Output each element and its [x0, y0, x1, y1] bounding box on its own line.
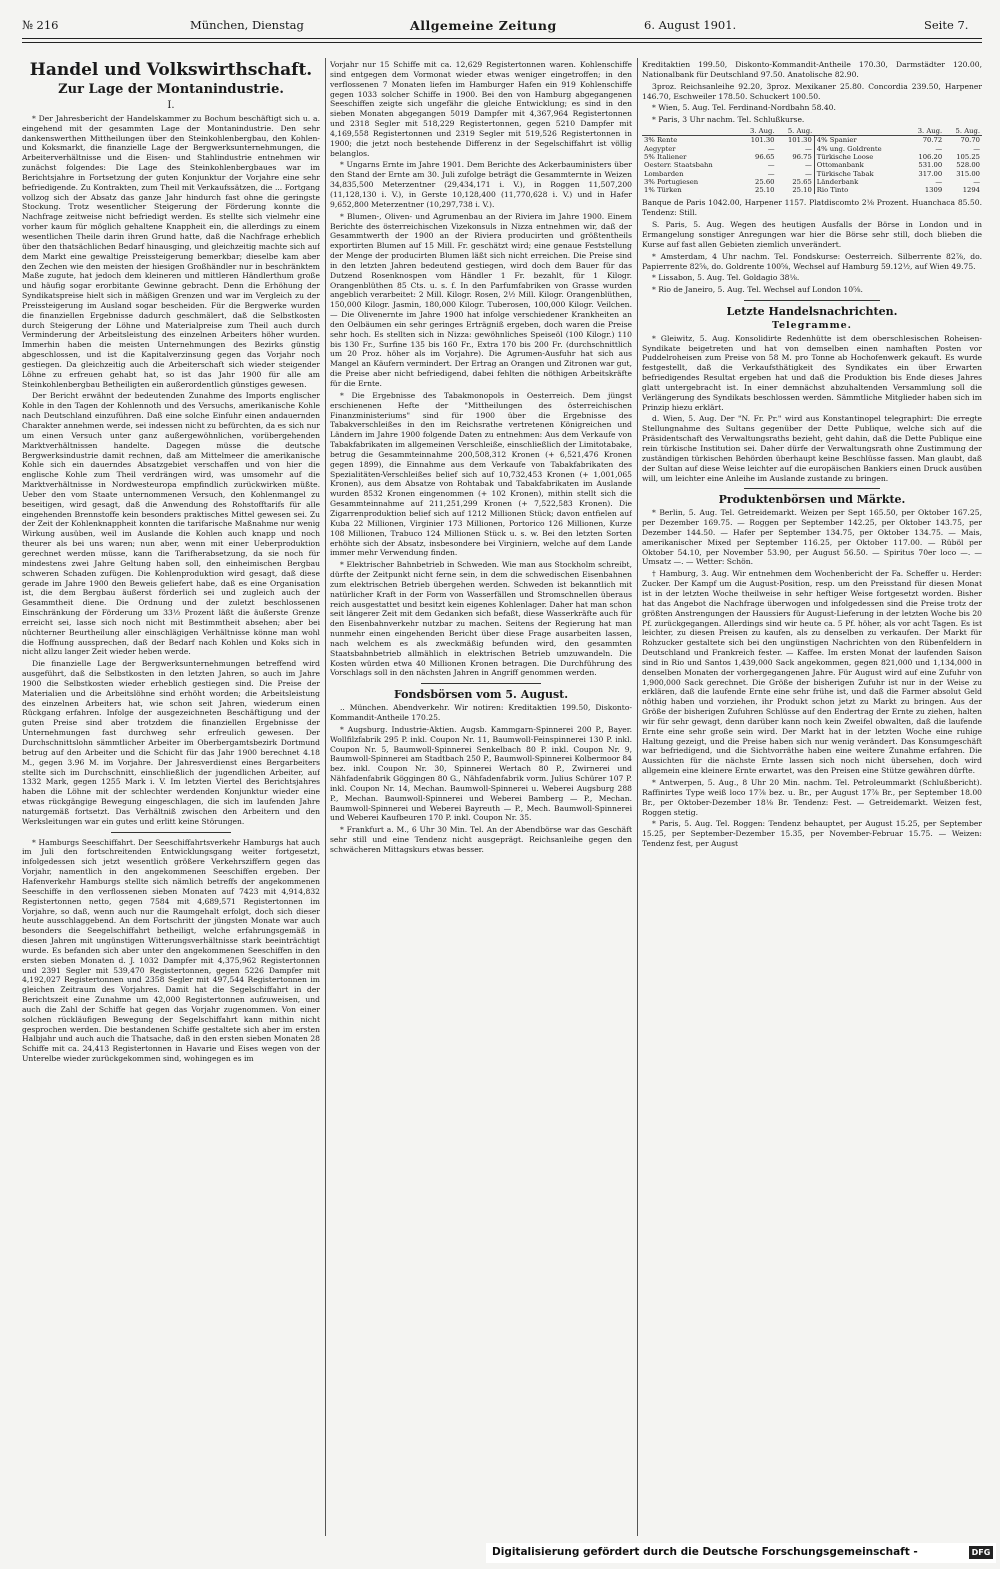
digitization-footer [486, 1543, 996, 1563]
quote-value: 96.75 [792, 152, 812, 161]
quote-value: — [973, 177, 980, 186]
quote-col-header: 3. Aug. [739, 127, 777, 136]
quote-value: 70.72 [922, 136, 943, 145]
article-title: Zur Lage der Montanindustrie. [58, 82, 284, 97]
article-paragraph: Die finanzielle Lage der Bergwerksunternehmungen betreffend wird ausgeführt, daß die Selbstkosten in den letzten Jahren, so auch im Jahre 1900 die Selbstkosten wieder erheblich gestiegen sind. Die Preise der Materialien und die Arbeitslöhne sind erhöht worden; die Arbeitsleistung des einzelnen Arbeiters hat, wie schon seit Jahren, wiederum einen Rückgang erfahren. Infolge der ausgezeichneten Beschäftigung und der guten Preise sind aber trotzdem die finanziellen Ergebnisse der Unternehmungen fast durchweg sehr erfreulich gewesen. Der Durchschnittslohn sämmtlicher Arbeiter im Oberbergamtsbezirk Dortmund betrug auf den Arbeiter und die Schicht für das Jahr 1900 berechnet 4.18 M., gegen 3.96 M. im Vorjahre. Der Jahresverdienst eines Bergarbeiters stellte sich im Durchschnitt, einschließlich der jugendlichen Arbeiter, auf 1332 Mark, gegen 1255 Mark i. V. Im letzten Viertel des Berichtsjahres haben die Löhne mit der schlechter werdenden Konjunktur wieder eine etwas rückgängige Bewegung eingeschlagen, die sich im laufenden Jahre naturgemäß fortsetzt. Das Verhältniß zwischen den Arbeitern und den Werksleitungen war ein gutes und erlitt keine Störungen. [22, 659, 320, 826]
quote-value: 101.30 [750, 136, 775, 145]
article-paragraph: * Gleiwitz, 5. Aug. Konsolidirte Redenhütte ist dem oberschlesischen Roheisen-Syndikate beigetreten und hat von demselben einen namhaften Posten vor Puddelroheisen zum Preise von 58 M. pro Tonne ab Hochofenwerk gekauft. Es wurde festgestellt, daß die Verkaufsthätigkeit des Syndikates ein über Erwarten befriedigendes Resultat ergeben hat und daß die Produktion bis Ende dieses Jahres glatt untergebracht ist. In einer demnächst abzuhaltenden Versammlung soll die Verlängerung des Syndikats beschlossen werden. Sämmtliche Mitglieder haben sich im Prinzip hiezu erklärt. [642, 333, 982, 412]
quote-row [642, 178, 982, 186]
quote-security: 1% Türken [644, 186, 682, 195]
article-part-number: I. [167, 100, 175, 111]
article-paragraph: * Berlin, 5. Aug. Tel. Getreidemarkt. Weizen per Sept 165.50, per Oktober 167.25, per Dezember 169.75. — Roggen per September 142.25, per Oktober 143.75, per Dezember 144.50. — Hafer per September 134.75, per Oktober 134.75. — Mais, amerikanischer Mixed per September 116.25, per Oktober 117.00. — Rüböl per Oktober 54.10, per November 53.90, per August 56.50. — Spiritus 70er loco —. — Umsatz —. — Wetter: Schön. [642, 508, 982, 567]
quote-row [642, 170, 982, 178]
column-3 [642, 60, 982, 1534]
subsection-heading: Telegramme. [772, 319, 852, 331]
article-paragraph: * Der Jahresbericht der Handelskammer zu Bochum beschäftigt sich u. a. eingehend mit der gesammten Lage der Montanindustrie. Den sehr dankenswerthen Mittheilungen über den Steinkohlenbergbau, den Kohlen- und Koksmarkt, die finanzielle Lage der Bergwerksunternehmungen, die Arbeiterverhältnisse und die Eisen- und Stahlindustrie entnehmen wir zunächst folgendes: Die Lage des Steinkohlenbergbaues war im Berichtsjahre in Fortsetzung der guten Konjunktur der Vorjahre eine sehr befriedigende. Zu Kontrakten, zum Theil mit Verkaufssätzen, die ... Fortgang vollzog sich der Absatz das ganze Jahr hindurch fast ohne die geringste Stockung. Trotz wesentlicher Steigerung der Förderung konnte die Nachfrage zeitweise nicht befriedigt werden. Es stellte sich vielmehr eine vorher kaum für möglich gehaltene Knappheit ein, die allerdings zu einem wesentlichen Theile darin ihren Grund hatte, daß die Nachfrage erheblich über den thatsächlichen Bedarf hinausging, und gleichzeitig machte sich auf dem Markt eine gewaltige Preissteigerung bemerkbar; dieselbe kam aber den Zechen wie den meisten der hiesigen Großhändler nur in beschränktem Maße zugute, hat jedoch dem kleineren und mittleren Händlerthum große und häufig sogar erorbitante Gewinne gebracht. Denn die Erhöhung der Syndikatspreise hielt sich in mäßigen Grenzen und war im Vergleich zu der Preissteigerung im Ausland sogar bescheiden. Für die Bergwerke wurden die finanziellen Ergebnisse dadurch geschmälert, daß die Selbstkosten durch Steigerung der Löhne und Materialpreise zum Theil auch durch Verminderung der Arbeitsleistung des einzelnen Arbeiters höher wurden. Immerhin haben die meisten Unternehmungen des Bezirks günstig abgeschlossen, und ist die Kapitalverzinsung gegen das Vorjahr noch gestiegen. Da gleichzeitig auch die Arbeiterschaft sich wieder steigender Löhne zu erfreuen gehabt hat, so ist das Jahr 1900 für alle am Steinkohlenbergbau Betheiligten ein außerordentlich günstiges gewesen. [22, 113, 320, 389]
quote-security: Rio Tinto [814, 186, 906, 194]
quote-security: Lombarden [644, 169, 684, 178]
quote-security: 3% Portugiesen [644, 177, 699, 186]
article-paragraph: * Elektrischer Bahnbetrieb in Schweden. Wie man aus Stockholm schreibt, dürfte der Zeitpunkt nicht ferne sein, in dem die schwedischen Eisenbahnen zum elektrischen Betrieb übergehen werden. Schweden ist bekanntlich mit natürlicher Kraft in der Form von Wasserfällen und Stromschnellen überaus reich ausgestattet und besitzt kein eigenes Kohlenlager. Daher hat man schon seit längerer Zeit mit dem Gedanken sich befaßt, diese Wasserkräfte auch für den Eisenbahnverkehr nutzbar zu machen. Seitens der Regierung hat man nunmehr einen eingehenden Bericht über diese Frage ausarbeiten lassen, nach welchem es als zweckmäßig befunden wird, den gesammten Staatsbahnbetrieb allmählich in elektrischen Betrieb umzuwandeln. Die Kosten würden etwa 40 Millionen Kronen betragen. Die Durchführung des Vorschlags soll in den nächsten Jahren in Angriff genommen werden. [330, 560, 632, 678]
quote-value: — [804, 161, 812, 170]
article-paragraph: * Blumen-, Oliven- und Agrumenbau an der Riviera im Jahre 1900. Einem Berichte des österreichischen Vizekonsuls in Nizza entnehmen wir, daß der Gesammtwerth der 1900 an der Riviera producirten und größtentheils exportirten Blumen auf 15 Mill. Fr. geschätzt wird; eine genaue Feststellung der Menge der producirten Blumen läßt sich nicht erreichen. Die Preise sind in den letzten Jahren bedeutend gestiegen, wird doch dem Bauer für das Dutzend Rosenknospen vom Händler 1 Fr. bezahlt, für 1 Kilogr. Orangenblüthen 85 Cts. u. s. f. In den Parfumfabriken von Grasse wurden angeblich verarbeitet: 2 Mill. Kilogr. Rosen, 2½ Mill. Kilogr. Orangenblüthen, 150,000 Kilogr. Jasmin, 180,000 Kilogr. Tuberosen, 100,000 Kilogr. Veilchen. — Die Olivenernte im Jahre 1900 hat infolge verschiedener Krankheiten an den Oelbäumen ein sehr geringes Erträgniß ergeben, doch waren die Preise sehr hoch. Es stellten sich in Nizza: gewöhnliches Speiseöl (100 Kilogr.) 110 bis 130 Fr., Surfine 135 bis 160 Fr., Extra 170 bis 200 Fr. (durchschnittlich um 20 Proz. höher als im Vorjahre). Die Agrumen-Ausfuhr hat sich aus Mangel an Käufern vermindert. Der Ertrag an Orangen und Zitronen war gut, die Preise aber nicht befriedigend, dabei fehlten die nöthigen Arbeitskräfte für die Ernte. [330, 211, 632, 388]
separator [421, 683, 542, 684]
section-heading: Handel und Volkswirthschaft. [29, 60, 313, 80]
quote-security: Aegypter [644, 144, 676, 153]
article-paragraph: † Hamburg, 3. Aug. Wir entnehmen dem Wochenbericht der Fa. Scheffer u. Herder: Zucker. Der Kampf um die August-Position, resp. um den Preisstand für diesen Monat ist in der letzten Woche theilweise in sehr heftiger Weise fortgesetzt worden. Bisher hat das Angebot die Nachfrage überwogen und infolgedessen sind die Preise trotz der größten Anstrengungen der Haussiers für August-Lieferung in der letzten Woche bis 20 Pf. zurückgegangen. Allerdings sind wir heute ca. 5 Pf. höher, als vor acht Tagen. Es ist leichter, zu diesen Preisen zu kaufen, als zu denselben zu verkaufen. Der Markt für Rohzucker gestaltete sich bei den ungünstigen Nachrichten von den Rübenfeldern in Deutschland und Frankreich fester. — Kaffee. Im ersten Monat der laufenden Saison sind in Rio und Santos 1,439,000 Sack angekommen, gegen 821,000 und 1,134,000 in denselben Monaten der vorhergegangenen Jahre. Für August wird auf eine Zufuhr von 1,900,000 Sack gerechnet. Die Größe der bisherigen Zufuhr ist nur in der Weise zu erklären, daß die laufende Ernte eine sehr frühe ist, und daß die Farmer absolut Geld nöthig haben und vorziehen, ihr Produkt schon jetzt zu Markt zu bringen. Aus der Größe der bisherigen Zufuhren Schlüsse auf den Endertrag der Ernte zu ziehen, halten wir für sehr gewagt, denn darüber kann noch kein Zweifel obwalten, daß die laufende Ernte eine sehr große sein wird. Der Markt hat in der letzten Woche eine ruhige Haltung gezeigt, und die Preise haben sich nur wenig verändert. Das Konsumgeschäft war befriedigend, und die Sichtvorräthe haben eine weitere Zunahme erfahren. Die Aussichten für die nächste Ernte lassen sich noch nicht übersehen, doch wird allgemein eine kleinere Ernte erwartet, was den Preisen eine Stütze gewähren dürfte. [642, 569, 982, 776]
quote-value: — [767, 169, 775, 178]
quote-value: 70.70 [960, 136, 980, 145]
article-paragraph: Kreditaktien 199.50, Diskonto-Kommandit-Antheile 170.30, Darmstädter 120.00, Nationalbank für Deutschland 97.50. Anatolische 82.90. [642, 60, 982, 79]
quote-table-header [642, 127, 982, 136]
quote-value: 25.10 [755, 186, 775, 195]
newspaper-page [22, 14, 982, 1544]
article-paragraph: Banque de Paris 1042.00, Harpener 1157. Platdiscomto 2⅛ Prozent. Huanchaca 85.50. Tendenz: Still. [642, 198, 982, 218]
quote-value: — [935, 177, 943, 186]
section-heading: Fondsbörsen vom 5. August. [393, 688, 569, 702]
quote-security: 5% Italiener [644, 152, 687, 161]
quote-value: — [935, 144, 943, 153]
dfg-logo: DFG [969, 1546, 993, 1559]
page-header [22, 14, 982, 40]
quote-row [642, 153, 982, 161]
quote-security: 4% ung. Goldrente [814, 145, 906, 153]
quote-value: 96.65 [755, 152, 775, 161]
quote-security: 3% Rente [644, 136, 678, 145]
article-paragraph: S. Paris, 5. Aug. Wegen des heutigen Ausfalls der Börse in London und in Ermangelung sonstiger Anregungen war hier die Börse sehr still, doch blieben die Kurse auf fast allen Gebieten ziemlich unverändert. [642, 220, 982, 249]
quote-value: 25.60 [755, 177, 775, 186]
quote-value: — [767, 161, 775, 170]
separator [744, 488, 880, 489]
quote-table [642, 127, 982, 194]
column-2 [330, 60, 632, 1534]
quote-col-header [642, 127, 739, 136]
column-divider [637, 58, 638, 1536]
quote-row [642, 161, 982, 169]
quote-security: Türkische Loose [814, 153, 906, 161]
article-paragraph: .. München. Abendverkehr. Wir notiren: Kreditaktien 199.50, Diskonto-Kommandit-Antheile 170.25. [330, 703, 632, 722]
header-rule-bottom [22, 42, 982, 43]
article-paragraph: 3proz. Reichsanleihe 92.20, 3proz. Mexikaner 25.80. Concordia 239.50, Harpener 146.70, Eschweiler 178.50. Schuckert 100.50. [642, 81, 982, 101]
separator [111, 832, 230, 833]
quote-col-header: 5. Aug. [944, 127, 982, 136]
quote-security: Oesterr. Staatsbahn [644, 161, 713, 170]
article-paragraph: * Lissabon, 5. Aug. Tel. Goldagio 38⅛. [652, 273, 800, 283]
article-paragraph: * Paris, 3 Uhr nachm. Tel. Schlußkurse. [652, 115, 805, 125]
article-paragraph: Der Bericht erwähnt der bedeutenden Zunahme des Imports englischer Kohle in den Tagen der Kohlennoth und des Versuchs, amerikanische Kohle nach Deutschland einzuführen. Daß eine solche Einfuhr einen andauernden Charakter annehmen werde, sei indessen nicht zu befürchten, da es sich nur um einen Versuch unter ganz außergewöhnlichen, vorübergehenden Marktverhältnissen handelte. Dagegen müsse die deutsche Bergwerksindustrie damit rechnen, daß am Mittelmeer die amerikanische Kohle sich ein dauerndes Absatzgebiet verschaffen und von hier die englische Kohle zum Theil verdrängen wird, was umsomehr auf die Marktverhältnisse in Nordwesteuropa empfindlich zurückwirken müßte. Ueber den vom Staate unternommenen Versuch, den Kohlenmangel zu beseitigen, wird gesagt, daß die Anwendung des Rohstofftarifs für alle eingehenden Brennstoffe kein besonders praktisches Mittel gewesen sei. Zu der Zeit der Kohlenknappheit konnten die tarifarische Maßnahme nur wenig Wirkung ausüben, weil im Auslande die Kohlen auch knapp und noch theurer als bei uns waren; nun aber, wenn mit einer Ueberproduktion gerechnet werden müsse, kann die Tarifherabsetzung, da sie noch für mindestens zwei Jahre Geltung haben soll, den einheimischen Bergbau schweren Schaden zufügen. Die Kohlenproduktion wird gesagt, daß diese gerade im Jahre 1900 den Beweis geliefert habe, daß es eine Organisation ist, die dem Bergbau äußerst förderlich sei und zugleich auch der Gesammtheit diene. Die Ordnung und der zuletzt beschlossenen Einschränkung der Förderung um 33⅓ Prozent läßt die äußerste Grenze erreicht sei, lasse sich noch nicht mit Bestimmtheit absehen; aber bei nüchterner Beurtheilung aller einschlägigen Verhältnisse könne man wohl die Hoffnung aussprechen, daß der Bedarf nach Kohlen und Koks sich in nicht allzu langer Zeit wieder heben werde. [22, 391, 320, 657]
quote-value: 105.25 [956, 152, 980, 161]
article-paragraph: Vorjahr nur 15 Schiffe mit ca. 12,629 Registertonnen waren. Kohlenschiffe sind entgegen dem Vormonat wieder etwas weniger eingetroffen; in den verflossenen 7 Monaten liefen im Hamburger Hafen ein 919 Kohlenschiffe gegen 1033 solcher Schiffe in 1900. Bei den von Hamburg abgegangenen Seeschiffen zeigte sich ungefähr die gleiche Entwicklung; es sind in den sieben Monaten abgegangen 5019 Dampfer mit 4,367,964 Registertonnen und 2318 Segler mit 518,229 Registertonnen, gegen 5210 Dampfer mit 4,169,558 Registertonnen und 2319 Segler mit 519,526 Registertonnen in 1900; die jetzt noch bestehende Differenz in der Segelschiffahrt ist völlig belanglos. [330, 60, 632, 158]
footer-text: Digitalisierung gefördert durch die Deutsche Forschungsgemeinschaft - [492, 1546, 918, 1558]
article-paragraph: * Die Ergebnisse des Tabakmonopols in Oesterreich. Dem jüngst erschienenen Hefte der "Mittheilungen des österreichischen Finanzministeriums" sind für 1900 über die Ergebnisse des Tabakverschleißes in den im Reichsrathe vertretenen Königreichen und Ländern im Jahre 1900 folgende Daten zu entnehmen: Aus dem Verkaufe von Tabakfabrikaten im allgemeinen Verschleiße, einschließlich der Limitotabake, betrug die Gesammteinnahme 200,508,312 Kronen (+ 6,521,476 Kronen gegen 1899), die Einnahme aus dem Verkaufe von Tabakfabrikaten des Spezialitäten-Verschleißes belief sich auf 10,732,453 Kronen (+ 1,001,065 Kronen), aus dem Absatze von Rohtabak und Tabakfabrikaten im Auslande wurden 8532 Kronen eingenommen (+ 102 Kronen), mithin stellt sich die Gesammteinnahme auf 211,251,299 Kronen (+ 7,522,583 Kronen). Die Zigarrenproduktion belief sich auf 1212 Millionen Stück; davon entfielen auf Kuba 22 Millionen, Virginier 173 Millionen, Portorico 126 Millionen, Kurze 108 Millionen, Trabuco 124 Millionen Stück u. s. w. Bei den letzten Sorten erhöhte sich der Absatz, insbesondere bei Virginiern, welche auf dem Lande immer mehr Verwendung finden. [330, 390, 632, 558]
quote-value: 25.65 [792, 177, 812, 186]
quote-value: — [767, 144, 775, 153]
article-paragraph: * Amsterdam, 4 Uhr nachm. Tel. Fondskurse: Oesterreich. Silberrente 82⅞, do. Papierrente 82⅝, do. Goldrente 100⅝, Wechsel auf Hamburg 59.12½, auf Wien 49.75. [642, 251, 982, 271]
header-rule-top [22, 38, 982, 39]
quote-value: — [804, 144, 812, 153]
quote-value: 1294 [962, 186, 980, 195]
quote-security: Ottomanbank [814, 161, 906, 169]
separator [744, 300, 880, 301]
quote-row [642, 136, 982, 145]
quote-value: 106.20 [918, 152, 943, 161]
section-heading: Produktenbörsen und Märkte. [718, 493, 906, 507]
column-divider [325, 58, 326, 1536]
column-1 [22, 60, 320, 1534]
quote-value: 531.00 [918, 161, 943, 170]
quote-col-header [814, 127, 906, 136]
quote-value: 25.10 [792, 186, 812, 195]
quote-security: Länderbank [814, 178, 906, 186]
masthead: Allgemeine Zeitung [410, 18, 557, 33]
quote-value: 528.00 [956, 161, 980, 170]
article-paragraph: * Augsburg. Industrie-Aktien. Augsb. Kammgarn-Spinnerei 200 P., Bayer. Wollfilzfabrik 295 P. inkl. Coupon Nr. 11, Baumwoll-Feinspinnerei 130 P. inkl. Coupon Nr. 5, Baumwoll-Spinnerei Senkelbach 80 P. inkl. Coupon Nr. 9, Baumwoll-Spinnerei am Stadtbach 250 P., Baumwoll-Spinnerei Kolbermoor 84 bez. inkl. Coupon Nr. 30, Spinnerei Wertach 80 P., Zwirnerei und Nähfadenfabrik Göggingen 80 G., Nähfadenfabrik vorm. Julius Schürer 107 P. inkl. Coupon Nr. 14, Mechan. Baumwoll-Spinnerei u. Weberei Augsburg 288 P., Mechan. Baumwoll-Spinnerei und Weberei Bamberg — P., Mechan. Baumwoll-Spinnerei und Weberei Bayreuth — P., Mech. Baumwoll-Spinnerei und Weberei Kaufbeuren 170 P. inkl. Coupon Nr. 35. [330, 724, 632, 823]
quote-security: Türkische Tabak [814, 170, 906, 178]
quote-row [642, 186, 982, 194]
issue-date: 6. August 1901. [644, 18, 737, 32]
article-paragraph: * Rio de Janeiro, 5. Aug. Tel. Wechsel auf London 10⅝. [652, 285, 863, 295]
article-paragraph: * Antwerpen, 5. Aug., 8 Uhr 20 Min. nachm. Tel. Petroleummarkt (Schlußbericht). Raffinirtes Type weiß loco 17⅞ bez. u. Br., per August 17⅞ Br., per September 18.00 Br., per Oktober-Dezember 18⅛ Br. Tendenz: Fest. — Getreidemarkt. Weizen fest, Roggen stetig. [642, 778, 982, 817]
quote-security: 4% Spanier [814, 136, 906, 145]
page-number: Seite 7. [924, 18, 969, 32]
issue-number: № 216 [22, 18, 59, 32]
quote-value: 315.00 [956, 169, 980, 178]
quote-value: — [973, 144, 980, 153]
article-paragraph: * Ungarns Ernte im Jahre 1901. Dem Berichte des Ackerbauministers über den Stand der Ernte am 30. Juli zufolge beträgt die Gesammternte in Weizen 34,835,500 Meterzentner (29,434,171 i. V.), in Roggen 11,507,200 (11,128,130 i. V.), in Gerste 10,128,400 (11,770,628 i. V.) und in Hafer 9,652,800 Meterzentner (10,297,738 i. V.). [330, 160, 632, 209]
quote-value: 317.00 [918, 169, 943, 178]
place-day: München, Dienstag [190, 18, 304, 32]
quote-row [642, 145, 982, 153]
article-paragraph: * Hamburgs Seeschiffahrt. Der Seeschiffahrtsverkehr Hamburgs hat auch im Juli den fortschreitenden Entwicklungsgang weiter fortgesetzt, infolgedessen sich jetzt wesentlich größere Verkehrsziffern gegen das Vorjahr, namentlich in den angekommenen Seeschiffen ergeben. Der Hafenverkehr Hamburgs stellte sich nämlich betreffs der angekommenen Seeschiffe in den verflossenen sieben Monaten auf 7423 mit 4,914,832 Registertonnen netto, gegen 7584 mit 4,689,571 Registertonnen im Vorjahre, so daß, wenn auch nur die Raumgehalt erfolgt, doch sich dieser heute ausschlaggebend. An dem Fortschritt der jüngsten Monate war auch besonders die Seegelschiffahrt betheiligt, welche erfahrungsgemäß in diesen Jahren mit ungünstigen Witterungsverhältnisse stark beeinträchtigt wurde. Es befanden sich aber unter den angekommenen Seeschiffen in den ersten sieben Monaten d. J. 1032 Dampfer mit 4,375,962 Registertonnen und 2391 Segler mit 539,470 Registertonnen, gegen 5226 Dampfer mit 4,192,027 Registertonnen und 2358 Segler mit 497,544 Registertonnen im gleichen Zeitraum des Vorjahres. Damit hat die Segelschiffahrt in der Berichtszeit eine Zunahme um 42,000 Registertonnen aufzuweisen, und auch die Zahl der Schiffe hat gegen das Vorjahr zugenommen. Von einer solchen rückläufigen Bewegung der Segelschiffahrt kann mithin nicht gesprochen werden. Die bestandenen Schiffe gestaltete sich aber im ersten Halbjahr und auch auch die Thatsache, daß in den ersten sieben Monaten 28 Schiffe mit ca. 24,413 Registertonnen in Havarie und Eises wegen von der Unterelbe wieder zurückgekommen sind, wohingegen es im [22, 837, 320, 1064]
quote-value: 1309 [924, 186, 943, 195]
quote-value: 101.30 [787, 136, 812, 145]
quote-value: — [804, 169, 812, 178]
quote-col-header: 3. Aug. [906, 127, 944, 136]
quote-col-header: 5. Aug. [776, 127, 814, 136]
article-paragraph: d. Wien, 5. Aug. Der "N. Fr. Pr." wird aus Konstantinopel telegraphirt: Die erregte Stellungnahme des Sultans gegenüber der Dette Publique, welche sich auf die Präsidentschaft des Verwaltungsraths bezieht, geht dahin, daß die Dette Publique eine rein türkische Institution sei. Daher dürfe der Verwaltungsrath ohne Zustimmung der zuständigen türkischen Behörden überhaupt keine Beschlüsse fassen. Man glaubt, daß der Sultan auf diese Weise leichter auf die europäischen Bankiers einen Druck ausüben will, um leichter eine Anleihe im Auslande zustande zu bringen. [642, 414, 982, 483]
article-paragraph: * Paris, 5. Aug. Tel. Roggen: Tendenz behauptet, per August 15.25, per September 15.25, per September-Dezember 15.35, per November-Februar 15.75. — Weizen: Tendenz fest, per August [642, 819, 982, 849]
section-heading: Letzte Handelsnachrichten. [726, 305, 898, 319]
article-paragraph: * Wien, 5. Aug. Tel. Ferdinand-Nordbahn 58.40. [652, 103, 836, 113]
article-paragraph: * Frankfurt a. M., 6 Uhr 30 Min. Tel. An der Abendbörse war das Geschäft sehr still und eine Tendenz nicht ausgeprägt. Reichsanleihe gegen den schwächeren Mittagskurs etwas besser. [330, 825, 632, 854]
